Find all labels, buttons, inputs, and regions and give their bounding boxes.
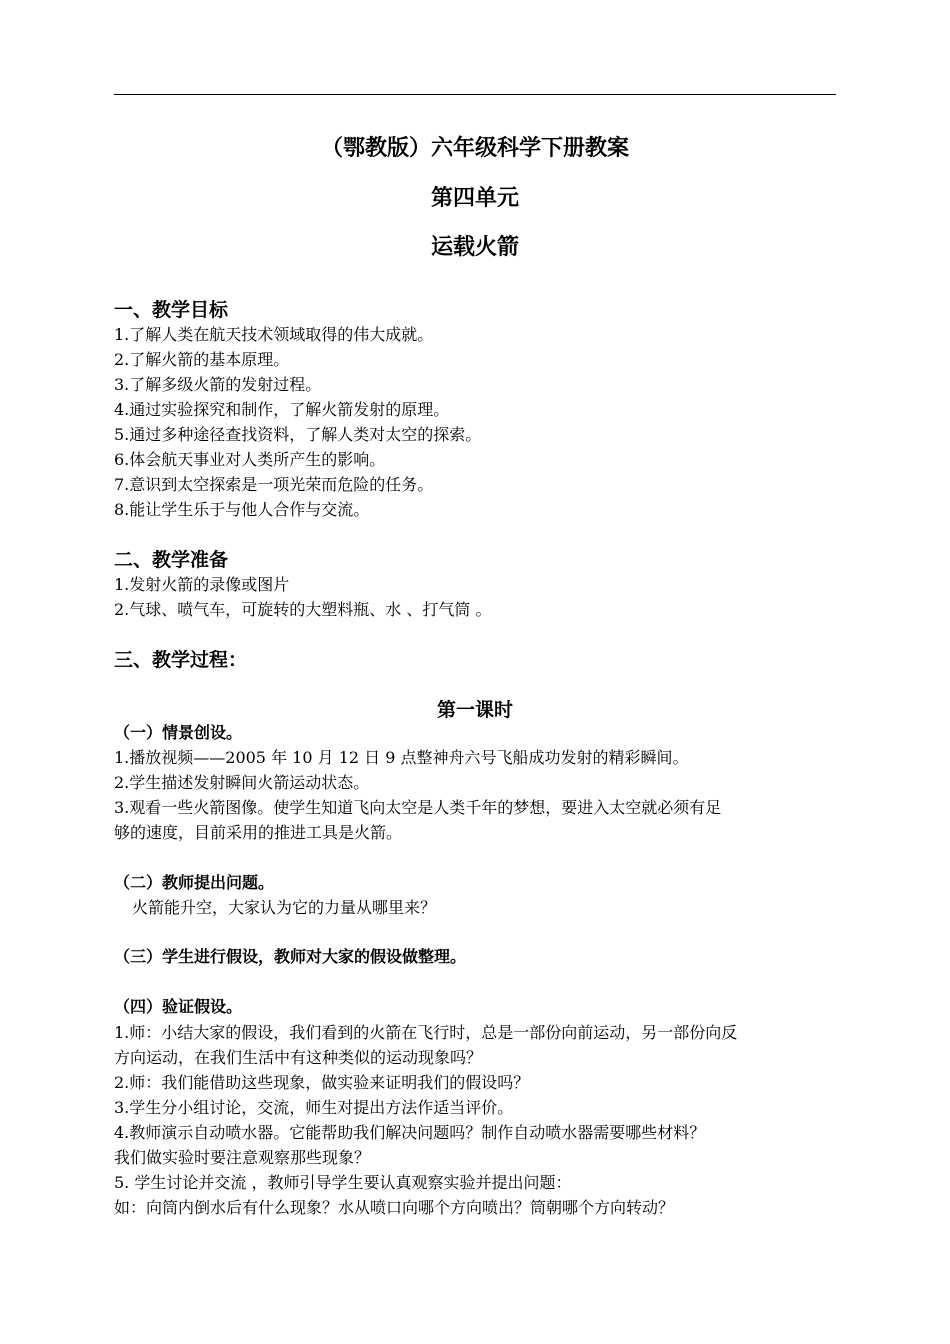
paragraph-line: 1.播放视频——2005 年 10 月 12 日 9 点整神舟六号飞船成功发射的精彩瞬间。 <box>114 748 689 767</box>
paragraph-line: 如：向筒内倒水后有什么现象？水从喷口向哪个方向喷出？筒朝哪个方向转动？ <box>114 1198 675 1217</box>
preparation-list <box>114 572 836 622</box>
list-item: 5.通过多种途径查找资料，了解人类对太空的探索。 <box>114 425 482 444</box>
paragraph-line: 方向运动，在我们生活中有这种类似的运动现象吗？ <box>114 1048 483 1067</box>
part1-text <box>114 745 836 845</box>
topic-title: 运载火箭 <box>430 235 519 260</box>
paragraph-line: 5. 学生讨论并交流 ，教师引导学生要认真观察实验并提出问题： <box>114 1173 572 1192</box>
list-item: 2.气球、喷气车，可旋转的大塑料瓶、水 、打气筒 。 <box>114 600 492 619</box>
lesson-title: 第一课时 <box>436 699 513 721</box>
list-item: 6.体会航天事业对人类所产生的影响。 <box>114 450 386 469</box>
section-objectives-heading: 一、教学目标 <box>114 299 229 321</box>
list-item: 1.了解人类在航天技术领域取得的伟大成就。 <box>114 325 434 344</box>
paragraph-line: 3.观看一些火箭图像。使学生知道飞向太空是人类千年的梦想，要进入太空就必须有足 <box>114 798 722 817</box>
paragraph-line: 我们做实验时要注意观察那些现象？ <box>114 1148 371 1167</box>
section-process-heading: 三、教学过程： <box>114 649 248 671</box>
paragraph-line: 3.学生分小组讨论，交流，师生对提出方法作适当评价。 <box>114 1098 514 1117</box>
part1-heading: （一）情景创设。 <box>114 723 243 742</box>
list-item: 2.了解火箭的基本原理。 <box>114 350 290 369</box>
list-item: 7.意识到太空探索是一项光荣而危险的任务。 <box>114 475 434 494</box>
objectives-list <box>114 322 836 522</box>
part2-text <box>114 895 836 920</box>
paragraph-line: 2.师：我们能借助这些现象，做实验来证明我们的假设吗？ <box>114 1073 530 1092</box>
part4-text <box>114 1020 836 1220</box>
paragraph-line: 4.教师演示自动喷水器。它能帮助我们解决问题吗？制作自动喷水器需要哪些材料？ <box>114 1123 706 1142</box>
paragraph-line: 火箭能升空，大家认为它的力量从哪里来？ <box>132 898 437 917</box>
document-title: （鄂教版）六年级科学下册教案 <box>320 136 629 161</box>
paragraph-line: 1.师：小结大家的假设，我们看到的火箭在飞行时，总是一部份向前运动，另一部份向反 <box>114 1023 738 1042</box>
paragraph-line: 2.学生描述发射瞬间火箭运动状态。 <box>114 773 370 792</box>
paragraph-line: 够的速度，目前采用的推进工具是火箭。 <box>114 823 403 842</box>
list-item: 3.了解多级火箭的发射过程。 <box>114 375 322 394</box>
unit-title: 第四单元 <box>430 186 519 211</box>
part3-heading: （三）学生进行假设，教师对大家的假设做整理。 <box>114 947 467 966</box>
header-rule <box>114 94 836 95</box>
part4-heading: （四）验证假设。 <box>114 997 243 1016</box>
list-item: 1.发射火箭的录像或图片 <box>114 575 290 594</box>
list-item: 8.能让学生乐于与他人合作与交流。 <box>114 500 370 519</box>
section-preparation-heading: 二、教学准备 <box>114 549 229 571</box>
part2-heading: （二）教师提出问题。 <box>114 873 275 892</box>
list-item: 4.通过实验探究和制作，了解火箭发射的原理。 <box>114 400 450 419</box>
